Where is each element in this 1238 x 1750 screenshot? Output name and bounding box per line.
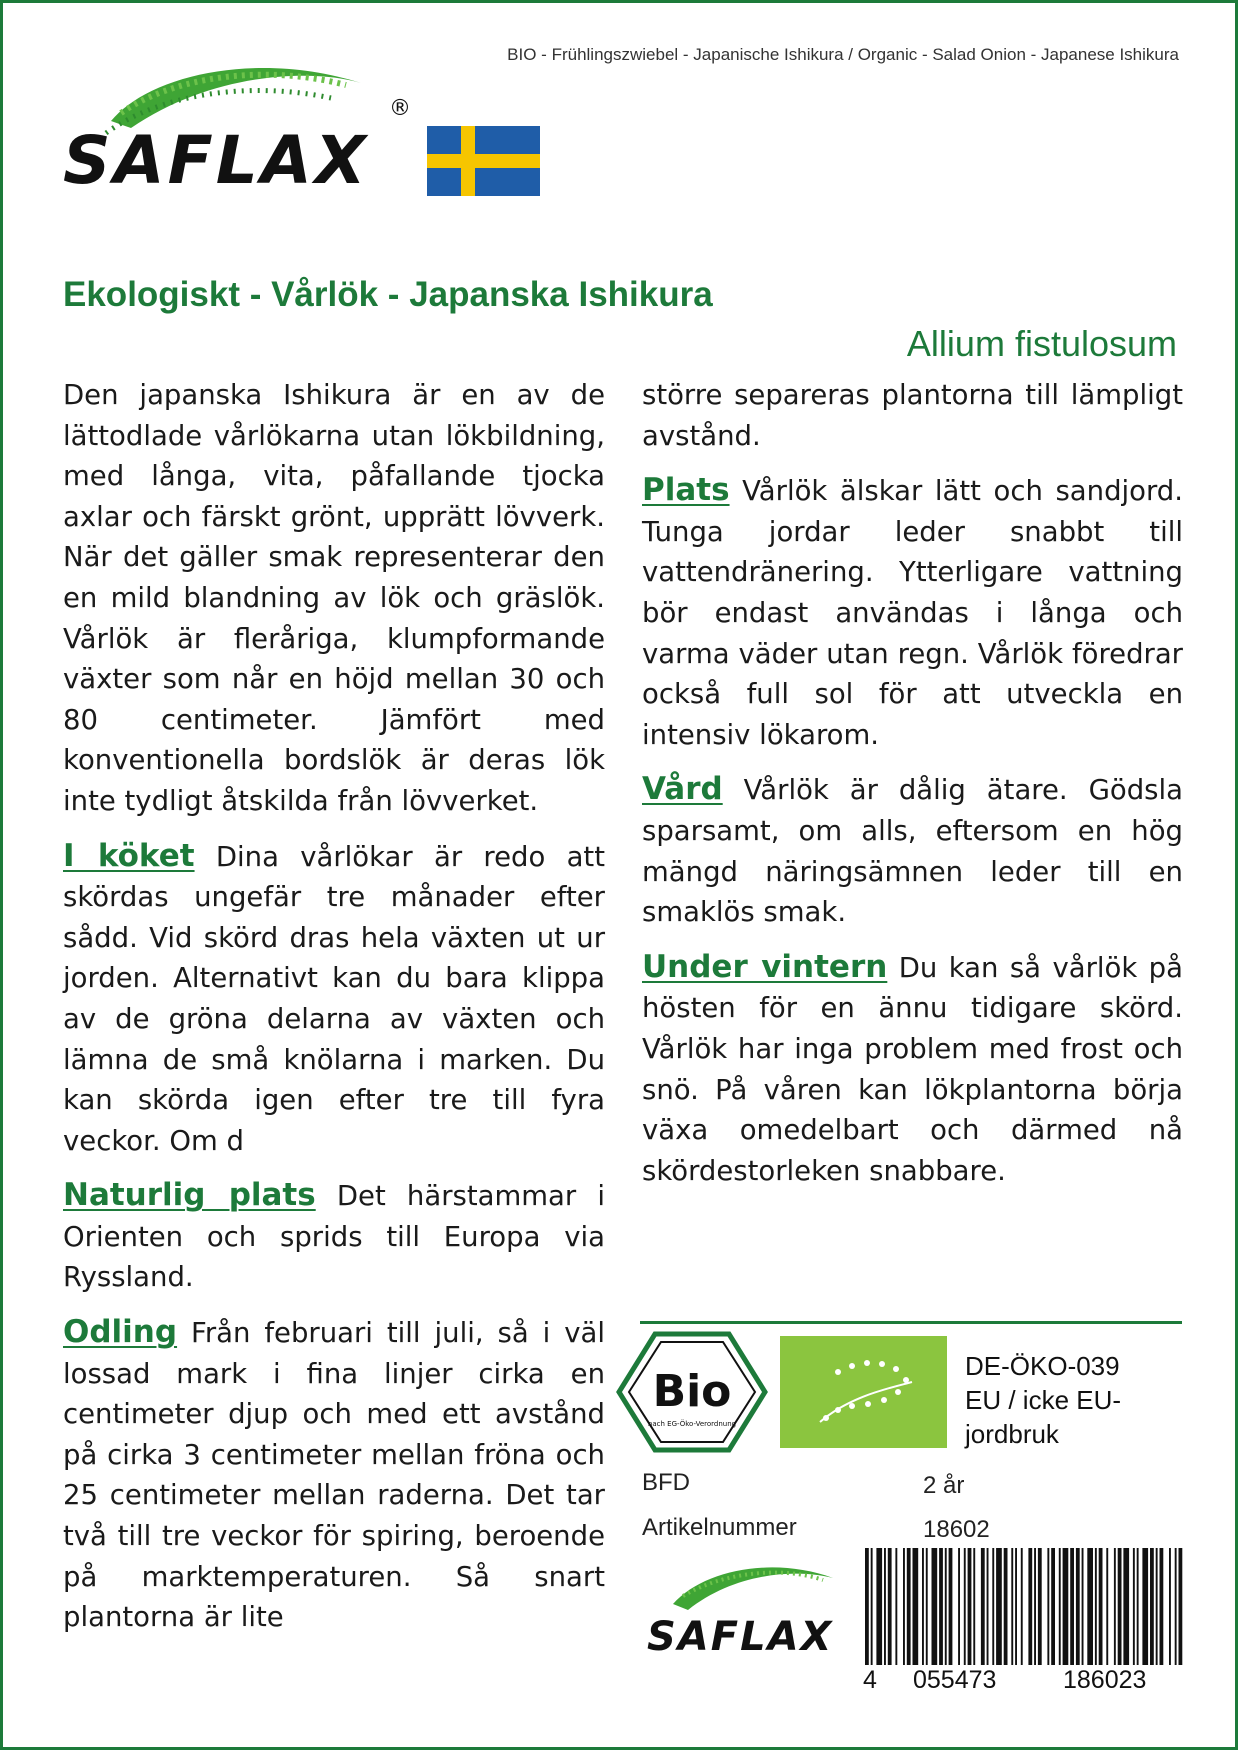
barcode-bar xyxy=(932,1548,938,1665)
barcode-bar xyxy=(973,1548,975,1665)
section-odling xyxy=(63,1312,605,1638)
eco-control-code: DE-ÖKO-039 xyxy=(965,1351,1120,1381)
barcode-bar xyxy=(1038,1548,1042,1665)
brand-wordmark-small: SAFLAX xyxy=(647,1614,834,1660)
barcode-bar xyxy=(968,1548,972,1665)
barcode-bar xyxy=(913,1548,919,1665)
section-text: Dina vårlökar är redo att skördas ungefär tre månader efter sådd. Vid skörd dras hela växten ut ur jorden. Alternativt kan du bara klippa av de gröna delarna av växten och lämna de små knölarna i marken. Du kan skörda igen efter tre till fyra veckor. Om d xyxy=(63,840,605,1157)
eu-organic-leaf-icon xyxy=(780,1336,947,1448)
section-under-vintern xyxy=(642,947,1183,1192)
barcode-bar xyxy=(871,1548,873,1665)
barcode-bar xyxy=(1137,1548,1139,1665)
section-text: Från februari till juli, så i väl lossad mark i fina linjer cirka en centimeter djup och med ett avstånd på cirka 3 centimeter mellan fröna och 25 centimeter mellan raderna. Det tar två till tre veckor för spiring, beroende på marktemperaturen. Så snart plantorna är lite xyxy=(63,1317,605,1634)
registered-mark: ® xyxy=(389,96,411,121)
barcode-bar xyxy=(888,1548,892,1665)
barcode-bar xyxy=(945,1548,947,1665)
barcode-bar xyxy=(1063,1548,1069,1665)
bio-seal-icon xyxy=(615,1330,769,1454)
barcode-bar xyxy=(922,1548,924,1665)
saflax-logo-icon xyxy=(61,43,421,213)
sweden-flag-icon xyxy=(427,126,540,196)
section-heading: I köket xyxy=(63,837,195,874)
barcode-bar xyxy=(903,1548,905,1665)
section-heading: Plats xyxy=(642,472,730,509)
barcode-bar xyxy=(876,1548,882,1665)
barcode-bar xyxy=(1106,1548,1108,1665)
brand-wordmark: SAFLAX xyxy=(63,122,369,199)
saflax-logo-small-icon xyxy=(643,1548,858,1668)
section-text: Det härstammar i Orienten och sprids till Europa via Ryssland. xyxy=(63,1180,605,1294)
text-column-left xyxy=(63,375,605,1652)
agriculture-origin-line2: jordbruk xyxy=(965,1419,1059,1449)
intro-paragraph: Den japanska Ishikura är en av de lättodlade vårlökarna utan lökbildning, med långa, vita, påfallande tjocka axlar och färskt grönt, upprätt lövverk. När det gäller smak representerar den en mild blandning av lök och gräslök. Vårlök är fleråriga, klumpformande växter som når en höjd mellan 30 och 80 centimeter. Jämfört med konventionella bordslök är deras lök inte tydligt åtskilda från lövverket. xyxy=(63,379,605,817)
barcode-bar xyxy=(1015,1548,1017,1665)
barcode-bar xyxy=(958,1548,960,1665)
section-koket xyxy=(63,836,605,1162)
barcode-bar xyxy=(1087,1548,1093,1665)
text-column-right xyxy=(642,375,1183,1205)
barcode-bar xyxy=(926,1548,928,1665)
barcode-bar xyxy=(1034,1548,1036,1665)
barcode-bar xyxy=(987,1548,989,1665)
certification-divider xyxy=(640,1321,1182,1324)
section-naturlig-plats xyxy=(63,1175,605,1298)
barcode-bar xyxy=(1028,1548,1032,1665)
section-heading: Under vintern xyxy=(642,948,888,985)
barcode-bar xyxy=(895,1548,897,1665)
barcode-digits-left: 055473 xyxy=(913,1666,997,1694)
section-text: Vårlök är dålig ätare. Gödsla sparsamt, om alls, eftersom en hög mängd näringsämnen leder till en smaklös smak. xyxy=(642,774,1183,929)
header-languages-line: BIO - Frühlingszwiebel - Japanische Ishikura / Organic - Salad Onion - Japanese Ishikura xyxy=(507,45,1179,64)
barcode-bar xyxy=(1004,1548,1008,1665)
barcode-bar xyxy=(907,1548,911,1665)
barcode-icon xyxy=(863,1548,1183,1665)
barcode-bar xyxy=(1051,1548,1055,1665)
section-plats xyxy=(642,470,1183,755)
agriculture-origin-line1: EU / icke EU- xyxy=(965,1385,1122,1415)
barcode-bar xyxy=(981,1548,985,1665)
bfd-label: BFD xyxy=(642,1469,690,1496)
bio-label: Bio xyxy=(652,1366,732,1417)
barcode-bar xyxy=(1076,1548,1080,1665)
barcode-bar xyxy=(1047,1548,1049,1665)
section-heading: Vård xyxy=(642,771,723,808)
barcode-bar xyxy=(1114,1548,1116,1665)
barcode-bar xyxy=(1118,1548,1122,1665)
article-number-label: Artikelnummer xyxy=(642,1514,797,1541)
section-heading: Naturlig plats xyxy=(63,1177,316,1214)
barcode-bar xyxy=(1175,1548,1177,1665)
section-text: Vårlök älskar lätt och sandjord. Tunga jordar leder snabbt till vattendränering. Ytterligare vattning bör endast användas i långa och varma väder utan regn. Vårlök föredrar också full sol för att utveckla en intensiv lökarom. xyxy=(642,475,1184,751)
barcode-digits-right: 186023 xyxy=(1063,1666,1147,1694)
barcode-bar xyxy=(964,1548,966,1665)
barcode-bar xyxy=(884,1548,886,1665)
barcode-bar xyxy=(1099,1548,1103,1665)
barcode-bar xyxy=(1011,1548,1013,1665)
odling-continued: större separeras plantorna till lämpligt avstånd. xyxy=(642,379,1183,452)
section-vard xyxy=(642,769,1183,932)
barcode-bar xyxy=(1082,1548,1084,1665)
product-title: Ekologiskt - Vårlök - Japanska Ishikura xyxy=(63,275,713,314)
barcode-bar xyxy=(1095,1548,1097,1665)
barcode-bar xyxy=(996,1548,1002,1665)
section-text: Du kan så vårlök på hösten för en ännu tidigare skörd. Vårlök har inga problem med frost och snö. På våren kan lökplantorna börja växa omedelbart och därmed nå skördestorleken snabbare. xyxy=(642,951,1183,1187)
barcode-bar xyxy=(1133,1548,1135,1665)
bio-small-text: nach EG-Öko-Verordnung xyxy=(647,1420,737,1428)
barcode-bar xyxy=(1142,1548,1148,1665)
barcode-digit-first: 4 xyxy=(863,1666,877,1694)
barcode-bar xyxy=(1169,1548,1171,1665)
article-number-value: 18602 xyxy=(923,1516,990,1543)
barcode-bar xyxy=(1070,1548,1074,1665)
barcode-bar xyxy=(1059,1548,1061,1665)
barcode-bar xyxy=(1156,1548,1158,1665)
barcode-bar xyxy=(1150,1548,1154,1665)
barcode-bar xyxy=(949,1548,953,1665)
barcode-bar xyxy=(1123,1548,1129,1665)
bfd-value: 2 år xyxy=(923,1472,965,1499)
eu-leaf-stars-icon xyxy=(780,1336,947,1448)
barcode-bar xyxy=(1021,1548,1023,1665)
barcode-bar xyxy=(992,1548,994,1665)
section-heading: Odling xyxy=(63,1314,178,1351)
certification-text xyxy=(965,1349,1121,1451)
barcode-bar xyxy=(1160,1548,1164,1665)
barcode-bar xyxy=(1179,1548,1183,1665)
latin-name: Allium fistulosum xyxy=(906,323,1177,364)
barcode-bar xyxy=(939,1548,943,1665)
barcode-bar xyxy=(865,1548,869,1665)
